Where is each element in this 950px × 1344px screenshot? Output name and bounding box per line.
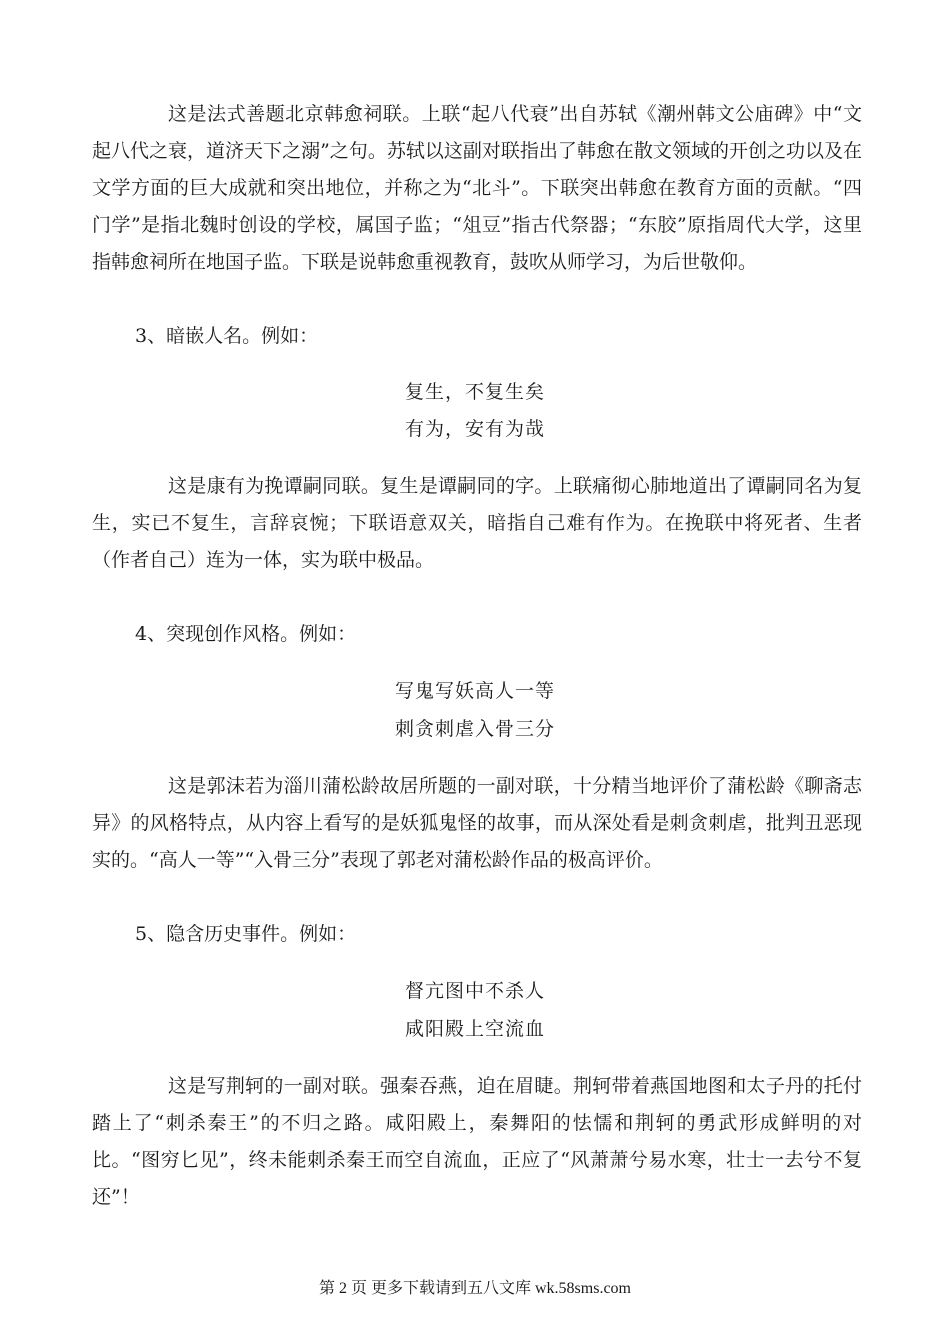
couplet-4-lower: 刺贪刺虐入骨三分	[394, 718, 555, 740]
couplet-5-lower: 咸阳殿上空流血	[404, 1018, 545, 1040]
paragraph-jing-ke-couplet-explanation: 这是写荆轲的一副对联。强秦吞燕，迫在眉睫。荆轲带着燕国地图和太子丹的托付踏上了“刺杀秦王”的不归之路。咸阳殿上，秦舞阳的怯懦和荆轲的勇武形成鲜明的对比。“图穷匕见”，终未能刺杀秦王而空自流血，正应了“风萧萧兮易水寒，壮士一去兮不复还”！	[92, 1075, 862, 1208]
page-footer: 第 2 页 更多下载请到五八文库 wk.58sms.com	[318, 1280, 631, 1297]
paragraph-kang-youwei-elegy-explanation: 这是康有为挽谭嗣同联。复生是谭嗣同的字。上联痛彻心肺地道出了谭嗣同名为复生，实已不复生，言辞哀惋；下联语意双关，暗指自己难有作为。在挽联中将死者、生者（作者自己）连为一体，实为联中极品。	[92, 475, 862, 571]
paragraph-han-yu-couplet-explanation: 这是法式善题北京韩愈祠联。上联“起八代衰”出自苏轼《潮州韩文公庙碑》中“文起八代之衰，道济天下之溺”之句。苏轼以这副对联指出了韩愈在散文领域的开创之功以及在文学方面的巨大成就和突出地位，并称之为“北斗”。下联突出韩愈在教育方面的贡献。“四门学”是指北魏时创设的学校，属国子监；“俎豆”指古代祭器；“东胶”原指周代大学，这里指韩愈祠所在地国子监。下联是说韩愈重视教育，鼓吹从师学习，为后世敬仰。	[92, 103, 862, 273]
couplet-3-lower: 有为，安有为哉	[404, 418, 545, 440]
section-heading-5: 5、隐含历史事件。例如：	[135, 923, 357, 945]
couplet-3-upper: 复生，不复生矣	[404, 381, 545, 403]
section-heading-3: 3、暗嵌人名。例如：	[135, 325, 319, 347]
section-heading-4: 4、突现创作风格。例如：	[135, 623, 357, 645]
couplet-5-upper: 督亢图中不杀人	[404, 980, 545, 1002]
paragraph-guo-moruo-couplet-explanation: 这是郭沫若为淄川蒲松龄故居所题的一副对联，十分精当地评价了蒲松龄《聊斋志异》的风格特点，从内容上看写的是妖狐鬼怪的故事，而从深处看是刺贪刺虐，批判丑恶现实的。“高人一等”“入骨三分”表现了郭老对蒲松龄作品的极高评价。	[92, 775, 862, 871]
couplet-4-upper: 写鬼写妖高人一等	[394, 680, 555, 702]
